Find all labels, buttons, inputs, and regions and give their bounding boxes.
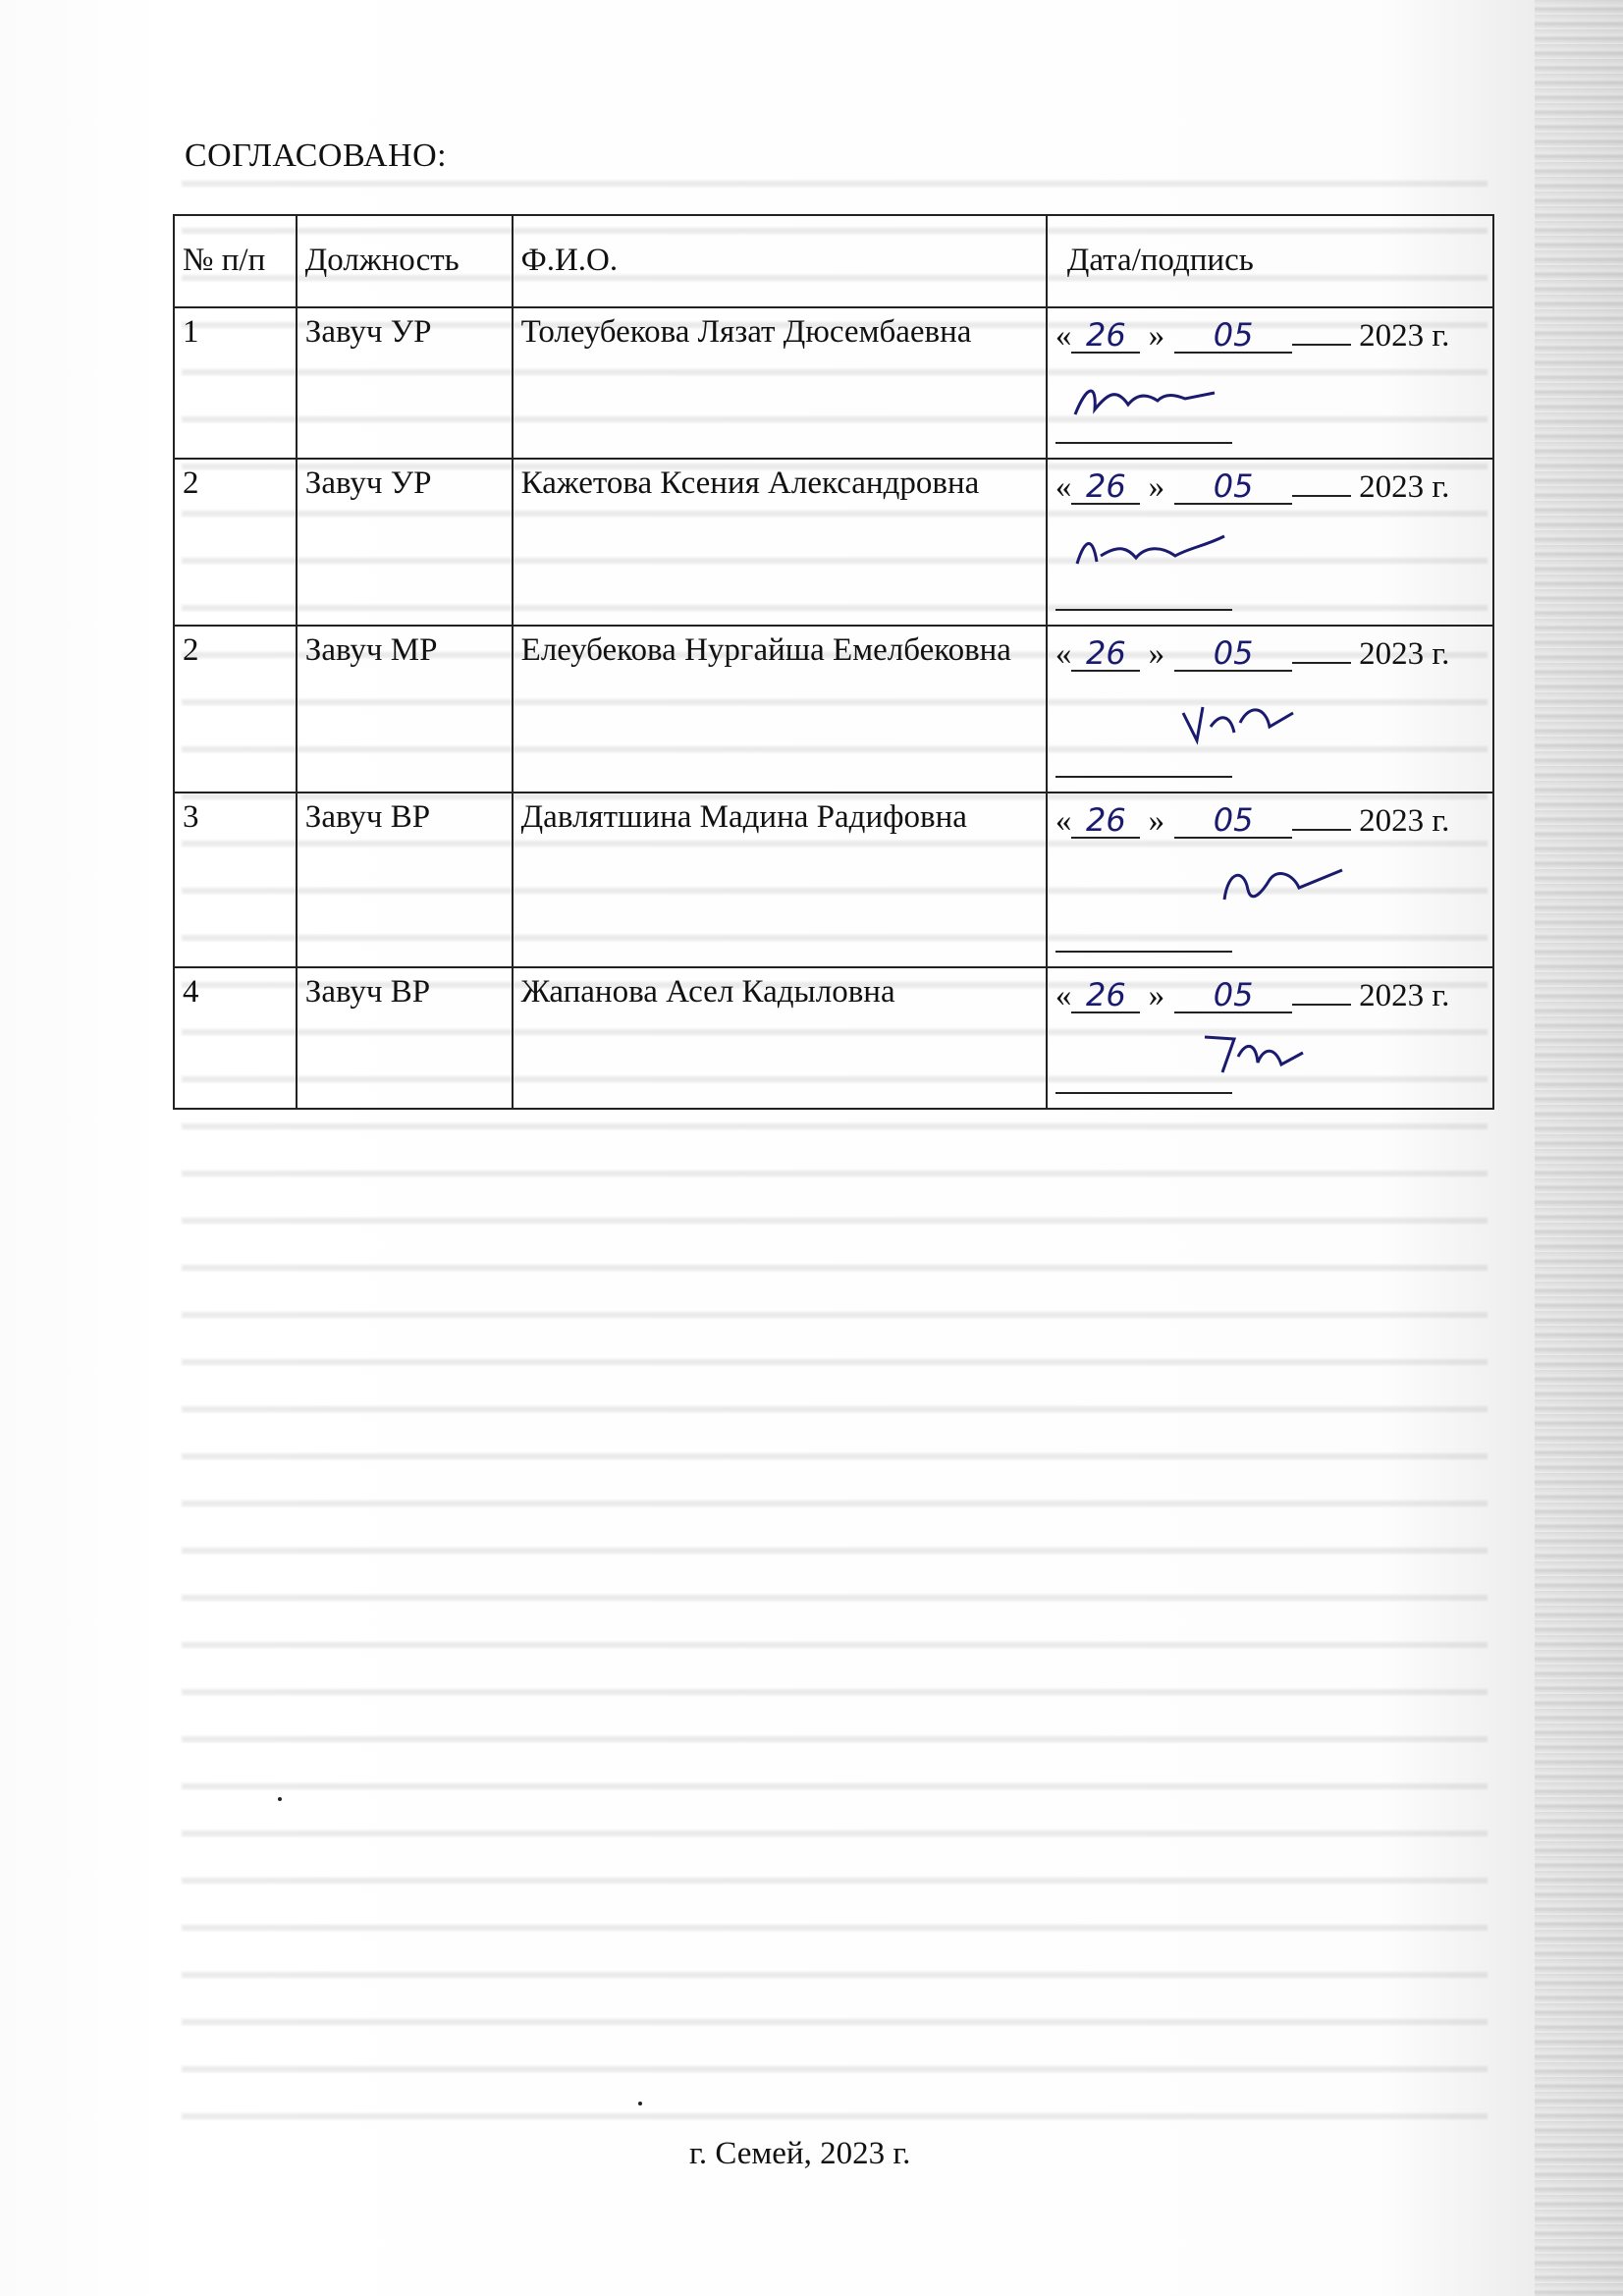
speck [638, 2102, 642, 2105]
close-quote: » [1148, 978, 1165, 1013]
row-number: 3 [174, 793, 297, 967]
signature-line [1055, 776, 1232, 778]
date-line [1055, 634, 1450, 675]
approval-heading: СОГЛАСОВАНО: [185, 137, 448, 174]
row-full-name: Кажетова Ксения Александровна [513, 459, 1047, 626]
date-day: 26 [1071, 803, 1140, 839]
handwritten-signature [1205, 850, 1381, 919]
date-month: 05 [1174, 803, 1292, 839]
date-day: 26 [1071, 978, 1140, 1013]
row-full-name: Толеубекова Лязат Дюсембаевна [513, 307, 1047, 459]
date-month: 05 [1174, 469, 1292, 505]
date-line [1055, 976, 1450, 1016]
close-quote: » [1148, 803, 1165, 839]
row-position: Завуч ВР [297, 793, 513, 967]
row-number: 4 [174, 967, 297, 1109]
date-year: 2023 г. [1359, 318, 1450, 354]
handwritten-signature [1195, 1017, 1372, 1086]
date-blank [1292, 829, 1351, 831]
table-header-row [174, 215, 1493, 307]
signature-line [1055, 609, 1232, 611]
date-line [1055, 801, 1450, 842]
close-quote: » [1148, 469, 1165, 505]
handwritten-signature [1175, 683, 1352, 752]
open-quote: « [1055, 469, 1072, 505]
date-year: 2023 г. [1359, 803, 1450, 839]
row-position: Завуч УР [297, 307, 513, 459]
header-full-name: Ф.И.О. [513, 215, 1047, 307]
row-date-signature [1047, 307, 1493, 459]
table-row [174, 307, 1493, 459]
date-line [1055, 467, 1450, 508]
table-row [174, 626, 1493, 793]
date-blank [1292, 495, 1351, 497]
row-date-signature [1047, 459, 1493, 626]
date-day: 26 [1071, 469, 1140, 505]
handwritten-signature [1067, 365, 1244, 434]
row-position: Завуч МР [297, 626, 513, 793]
table-row [174, 967, 1493, 1109]
header-position: Должность [297, 215, 513, 307]
date-month: 05 [1174, 636, 1292, 672]
signature-line [1055, 442, 1232, 444]
date-blank [1292, 662, 1351, 664]
row-full-name: Жапанова Асел Кадыловна [513, 967, 1047, 1109]
row-full-name: Давлятшина Мадина Радифовна [513, 793, 1047, 967]
date-year: 2023 г. [1359, 636, 1450, 672]
row-number: 2 [174, 626, 297, 793]
date-year: 2023 г. [1359, 469, 1450, 505]
close-quote: » [1148, 636, 1165, 672]
close-quote: » [1148, 318, 1165, 354]
row-full-name: Елеубекова Нургайша Емелбековна [513, 626, 1047, 793]
row-position: Завуч УР [297, 459, 513, 626]
handwritten-signature [1067, 517, 1244, 585]
signature-line [1055, 951, 1232, 953]
table-row [174, 459, 1493, 626]
date-blank [1292, 344, 1351, 346]
open-quote: « [1055, 803, 1072, 839]
header-number: № п/п [174, 215, 297, 307]
date-month: 05 [1174, 318, 1292, 354]
date-day: 26 [1071, 636, 1140, 672]
speck [278, 1797, 282, 1801]
date-day: 26 [1071, 318, 1140, 354]
signature-line [1055, 1092, 1232, 1094]
open-quote: « [1055, 978, 1072, 1013]
header-date-signature: Дата/подпись [1047, 215, 1493, 307]
row-date-signature [1047, 793, 1493, 967]
table-row [174, 793, 1493, 967]
date-blank [1292, 1004, 1351, 1006]
date-line [1055, 316, 1450, 356]
open-quote: « [1055, 318, 1072, 354]
row-number: 1 [174, 307, 297, 459]
approval-table [173, 214, 1494, 1110]
date-year: 2023 г. [1359, 978, 1450, 1013]
date-month: 05 [1174, 978, 1292, 1013]
open-quote: « [1055, 636, 1072, 672]
row-position: Завуч ВР [297, 967, 513, 1109]
row-date-signature [1047, 626, 1493, 793]
place-and-year: г. Семей, 2023 г. [689, 2136, 911, 2171]
scan-edge-shadow [1535, 0, 1623, 2296]
row-date-signature [1047, 967, 1493, 1109]
row-number: 2 [174, 459, 297, 626]
